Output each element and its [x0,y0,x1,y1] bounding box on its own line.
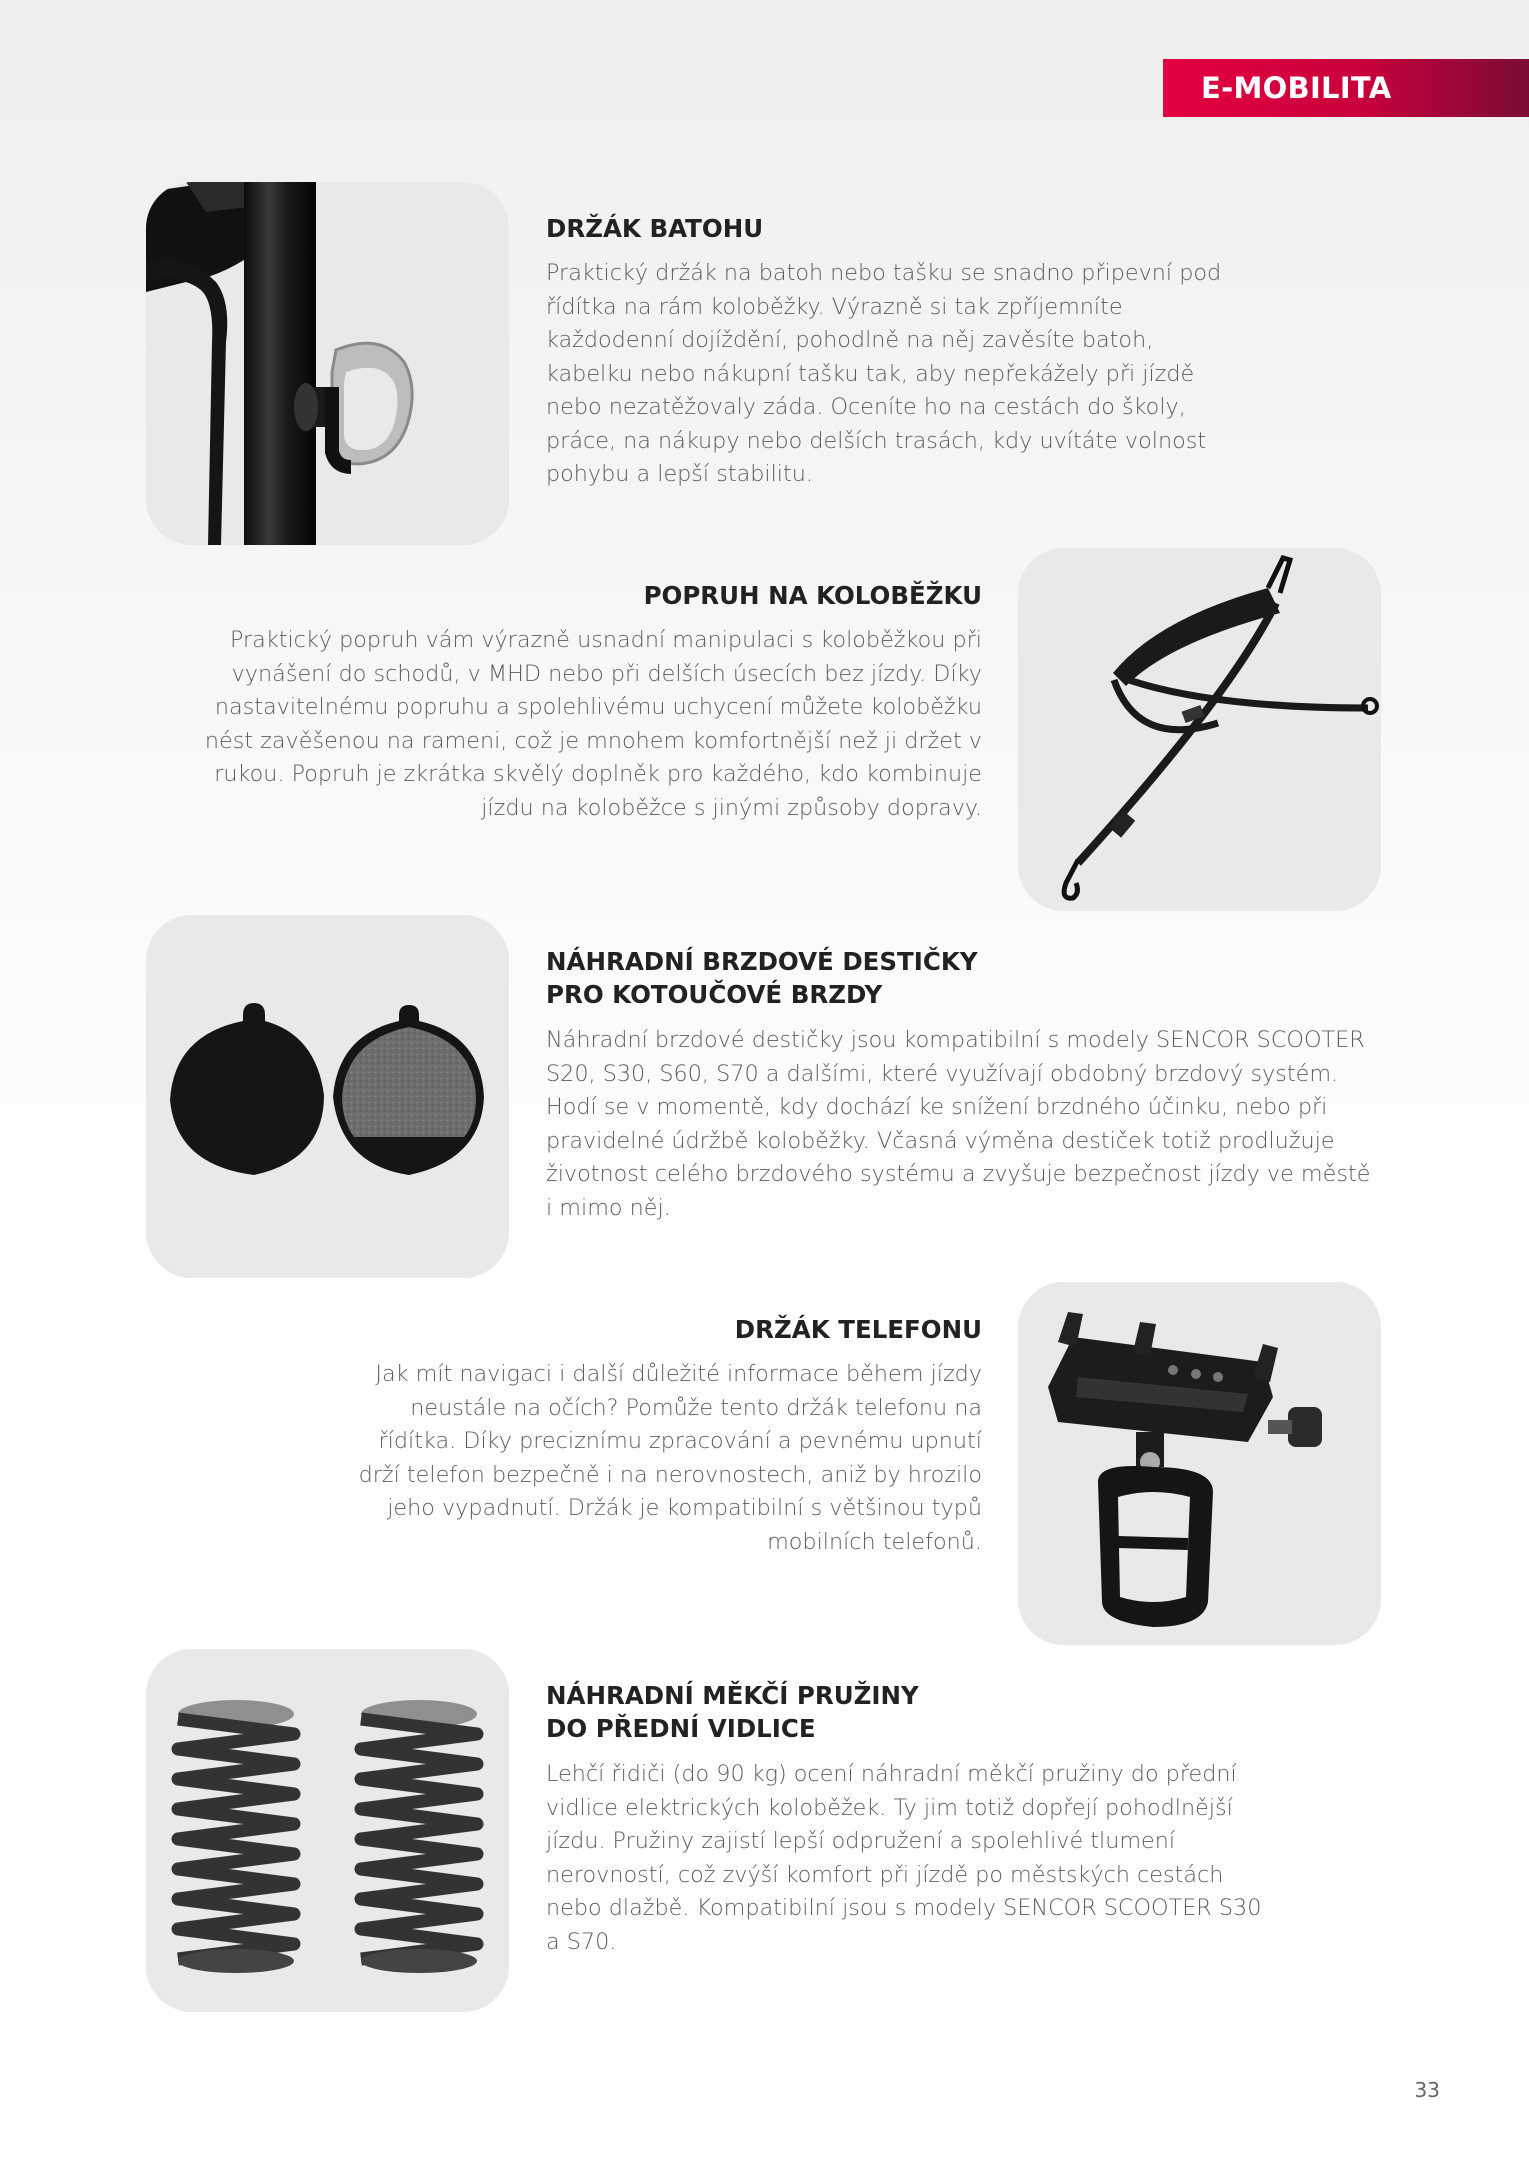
product-title: DRŽÁK BATOHU [546,214,764,243]
coil-springs-image [146,1649,509,2012]
product-title: POPRUH NA KOLOBĚŽKU [643,581,982,610]
product-title-line2: PRO KOTOUČOVÉ BRZDY [546,980,883,1009]
shoulder-strap-image [1018,548,1381,911]
product-description: Praktický držák na batoh nebo tašku se snadno připevní pod řídítka na rám koloběžky. Výrazně si tak zpříjemníte každodenní dojíždění, pohodlně na něj zavěsíte batoh, kabelku nebo nákupní tašku tak, aby nepřekážely při jízdě nebo nezatěžovaly záda. Oceníte ho na cestách do školy, práce, na nákupy nebo delších trasách, kdy uvítáte volnost pohybu a lepší stabilitu. [546,260,1222,487]
backpack-hook-icon [146,182,509,545]
product-description: Praktický popruh vám výrazně usnadní manipulaci s koloběžkou při vynášení do schodů, v MHD nebo při delších úsecích bez jízdy. Díky nastavitelnému popruhu a spolehlivému uchycení můžete koloběžku nést zavěšenou na rameni, což je mnohem komfortnější než ji držet v rukou. Popruh je zkrátka skvělý doplněk pro každého, kdo kombinuje jízdu na koloběžce s jinými způsoby dopravy. [204,627,982,821]
product-description: Lehčí řidiči (do 90 kg) ocení náhradní měkčí pružiny do přední vidlice elektrických koloběžek. Ty jim totiž dopřejí pohodlnější jízdu. Pružiny zajistí lepší odpružení a spolehlivé tlumení nerovností, což zvýší komfort při jízdě po městských cestách nebo dlažbě. Kompatibilní jsou s modely SENCOR SCOOTER S30 a S70. [546,1761,1262,1955]
section-badge: E-MOBILITA [1163,59,1529,117]
phone-holder-image [1018,1282,1381,1645]
phone-holder-icon [1018,1282,1381,1645]
backpack-hook-image [146,182,509,545]
product-title: DRŽÁK TELEFONU [734,1315,982,1344]
shoulder-strap-icon [1018,548,1381,911]
product-title-line1: NÁHRADNÍ MĚKČÍ PRUŽINY [546,1681,919,1710]
brake-pads-icon [146,915,509,1278]
product-title-line2: DO PŘEDNÍ VIDLICE [546,1714,816,1743]
brake-pads-image [146,915,509,1278]
coil-springs-icon [146,1649,509,2012]
product-description: Náhradní brzdové destičky jsou kompatibilní s modely SENCOR SCOOTER S20, S30, S60, S70 a dalšími, které využívají obdobný brzdový systém. Hodí se v momentě, kdy dochází ke snížení brzdného účinku, nebo při pravidelné údržbě koloběžky. Včasná výměna destiček totiž prodlužuje životnost celého brzdového systému a zvyšuje bezpečnost jízdy ve městě i mimo něj. [546,1027,1371,1221]
page-number: 33 [1414,2078,1440,2102]
product-description: Jak mít navigaci i další důležité informace během jízdy neustále na očích? Pomůže tento držák telefonu na řídítka. Díky preciznímu zpracování a pevnému upnutí drží telefon bezpečně i na nerovnostech, aniž by hrozilo jeho vypadnutí. Držák je kompatibilní s většinou typů mobilních telefonů. [358,1361,982,1555]
product-title-line1: NÁHRADNÍ BRZDOVÉ DESTIČKY [546,947,978,976]
